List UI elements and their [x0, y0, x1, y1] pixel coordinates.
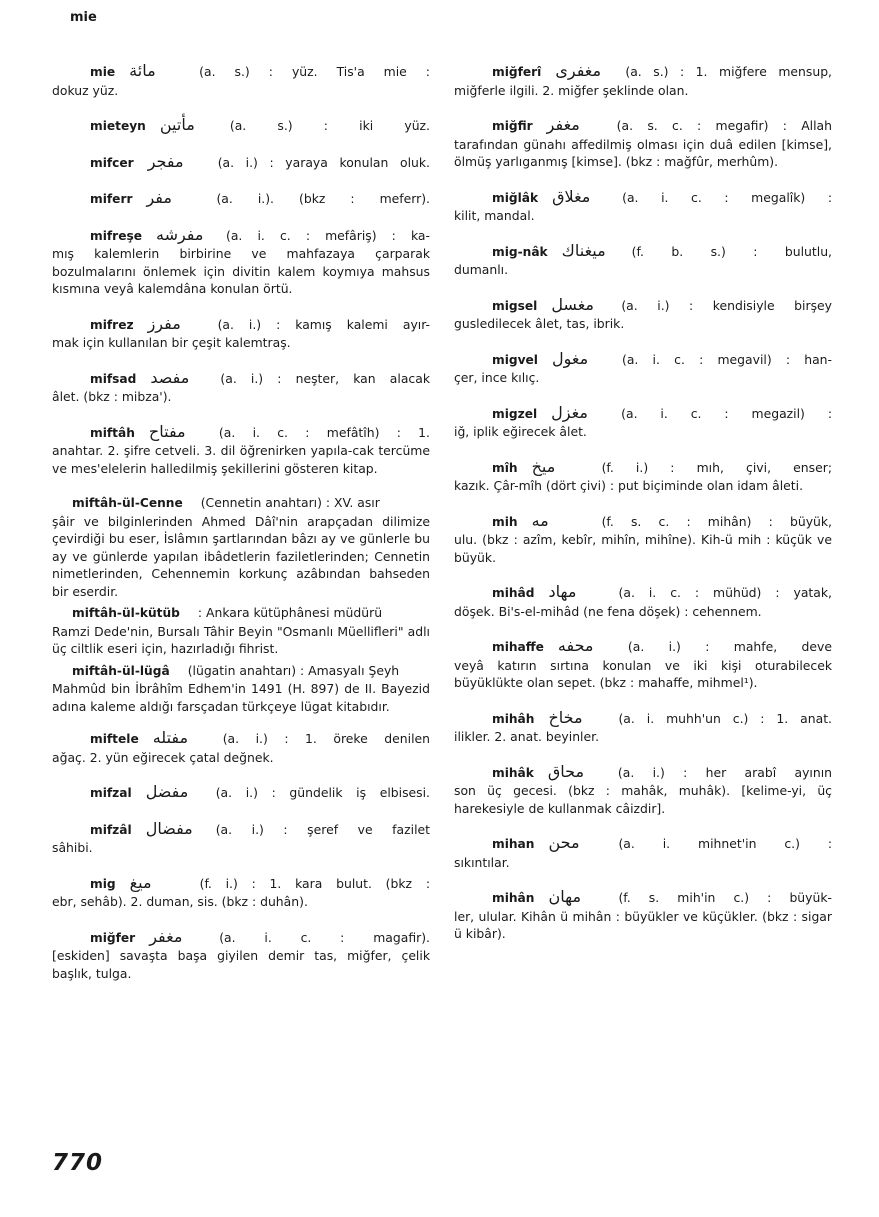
entry-definition: gusledilecek âlet, tas, ibrik.: [454, 316, 625, 331]
headword: miğlâk: [492, 190, 539, 205]
entry-head-text: (f. s. mih'in c.) : büyük-: [618, 890, 832, 905]
entry-head-text: (a. s.) : yüz. Tis'a mie :: [199, 64, 430, 79]
dictionary-entry: [454, 62, 832, 99]
right-column: [454, 62, 832, 960]
headword: miğferî: [492, 65, 542, 79]
entry-head-text: (a. i.). (bkz : meferr).: [216, 191, 430, 206]
arabic-script-headword: مهاد: [548, 582, 577, 601]
entry-head-line: [52, 315, 430, 335]
arabic-script-headword: مفضال: [145, 818, 193, 838]
entry-definition: dumanlı.: [454, 262, 509, 277]
dictionary-entry: [52, 874, 430, 911]
entry-definition: [eskiden] savaşta başa giyilen demir tas, miğfer, çelik başlık, tulga.: [52, 948, 430, 981]
entry-head-text: (a. i. mihnet'in c.) :: [618, 836, 832, 851]
entry-definition: iğ, iplik eğirecek âlet.: [454, 424, 587, 439]
page-number: 770: [52, 1150, 104, 1176]
entry-head-line: [52, 423, 430, 443]
entry-definition: miğferle ilgili. 2. miğfer şeklinde olan.: [454, 82, 689, 98]
entry-definition: sıkıntılar.: [454, 854, 510, 870]
entry-head-text: (a. i. c. : mühüd) : yatak,: [618, 585, 832, 600]
dictionary-entry: [454, 709, 832, 746]
headword: miftâh-ül-kütüb: [72, 606, 180, 620]
dictionary-entry: [52, 315, 430, 352]
arabic-script-headword: محاق: [547, 761, 585, 781]
entry-head-text: (a. i.) : gündelik iş elbisesi.: [215, 785, 430, 800]
entry-head-text: (a. i.) : her arabî ayının: [617, 764, 832, 780]
dictionary-entry: [454, 888, 832, 943]
arabic-script-headword: مفر: [146, 188, 172, 207]
entry-definition: şâir ve bilginlerinden Ahmed Dâî'nin arapçadan dilimize çevirdiği bu eser, İslâmın şartlarından bâzı ay ve günlerle bu ay ve günlerde yapılan ibâdetlerin faziletlerinden; Cennetin nimetlerinden, Cehennemin korkunç azâbından bahseden bir eserdir.: [52, 513, 430, 599]
dictionary-entry: [52, 928, 430, 983]
entry-head-line: [52, 928, 430, 948]
headword: mihâk: [492, 765, 534, 780]
left-column: [52, 62, 430, 999]
entry-definition: mış kalemlerin birbirine ve mahfazaya çarparak bozulmalarını önlemek için divitin kalem koymıya mahsus kısmına veyâ kalemdâna konulan örtü.: [52, 246, 430, 296]
dictionary-entry: [52, 369, 430, 406]
entry-head-line: [454, 709, 832, 729]
entry-head-text: (f. i.) : mıh, çivi, enser;: [601, 459, 832, 475]
headword: miğfir: [492, 119, 533, 133]
headword: miğfer: [90, 930, 136, 945]
entry-head-line: [52, 820, 430, 840]
entry-head-line: [52, 116, 430, 136]
entry-head-line: [52, 226, 430, 246]
entry-head-text: (a. i. muhh'un c.) : 1. anat.: [618, 710, 832, 726]
dictionary-entry: [454, 116, 832, 171]
headword: mihâh: [492, 711, 535, 726]
arabic-script-headword: مغسل: [551, 294, 594, 314]
entry-definition: ulu. (bkz : azîm, kebîr, mihîn, mihîne). Kih-ü mih : küçük ve büyük.: [454, 532, 832, 565]
entry-head-text: (a. i.) : mahfe, deve: [627, 639, 832, 654]
arabic-script-headword: مفجر: [147, 151, 184, 171]
arabic-script-headword: میغناك: [561, 240, 606, 260]
arabic-script-headword: مفرشه: [155, 224, 204, 244]
entry-head-text: (a. i.) : kamış kalemi ayır-: [217, 316, 430, 332]
headword: migvel: [492, 352, 538, 367]
headword: miftâh-ül-Cenne: [72, 496, 183, 510]
entry-head-text: (f. s. c. : mihân) : büyük,: [601, 513, 832, 529]
dictionary-entry: [454, 458, 832, 495]
entry-head-line: [454, 296, 832, 316]
entry-definition: mak için kullanılan bir çeşit kalemtraş.: [52, 335, 291, 350]
dictionary-entry: [454, 350, 832, 387]
dictionary-entry: [52, 189, 430, 209]
entry-head-text: (a. i.) : kendisiyle birşey: [621, 297, 832, 313]
arabic-script-headword: مفصد: [150, 367, 190, 387]
entry-head-line: [454, 583, 832, 603]
dictionary-entry: [52, 729, 430, 766]
headword: miferr: [90, 192, 133, 206]
headword: mifzal: [90, 786, 132, 800]
entry-head-text: (a. i. c. : magafir).: [219, 929, 430, 945]
dictionary-entry: [52, 662, 430, 716]
entry-definition: ebr, sehâb). 2. duman, sis. (bkz : duhân).: [52, 894, 308, 909]
headword: migsel: [492, 298, 538, 313]
entry-definition: kilit, mandal.: [454, 208, 535, 223]
dictionary-entry: [52, 116, 430, 136]
headword: mieteyn: [90, 119, 146, 133]
arabic-script-headword: میخ: [531, 456, 556, 476]
headword: mihaffe: [492, 640, 544, 654]
headword: mih: [492, 514, 518, 529]
entry-definition: çer, ince kılıç.: [454, 370, 540, 385]
entry-head-line: [52, 783, 430, 803]
dictionary-entry: [52, 783, 430, 803]
arabic-script-headword: مه: [531, 510, 549, 530]
arabic-script-headword: مفتاح: [148, 421, 186, 441]
arabic-script-headword: مغفر: [149, 926, 183, 946]
dictionary-entry: [454, 296, 832, 333]
dictionary-entry: [454, 583, 832, 620]
arabic-script-headword: مأتين: [159, 115, 195, 134]
entry-head-text: (a. i.) : neşter, kan alacak: [220, 370, 430, 386]
dictionary-entry: [52, 226, 430, 298]
dictionary-entry: [454, 763, 832, 818]
entry-definition: ler, ulular. Kihân ü mihân : büyükler ve küçükler. (bkz : sigar ü kibâr).: [454, 908, 832, 941]
arabic-script-headword: مغول: [552, 348, 589, 368]
entry-definition: sâhibi.: [52, 840, 93, 855]
entry-definition: ağaç. 2. yün eğirecek çatal değnek.: [52, 749, 274, 765]
entry-definition: son üç gecesi. (bkz : mahâk, muhâk). [kelime-yi, üç harekesiyle de kullanmak câizdir].: [454, 783, 832, 816]
entry-head-text: (f. b. s.) : bulutlu,: [631, 243, 832, 259]
headword: mihâd: [492, 586, 535, 600]
arabic-script-headword: مغزل: [551, 402, 588, 422]
entry-head-line: [454, 404, 832, 424]
dictionary-entry: [52, 423, 430, 478]
entry-head-line: [454, 834, 832, 854]
headword: mîh: [492, 460, 518, 475]
entry-head-line: [454, 116, 832, 136]
entry-head-line: [52, 189, 430, 209]
headword: miftâh: [90, 425, 135, 440]
headword: mihan: [492, 837, 535, 851]
entry-head-text: (a. i. c. : megalîk) :: [622, 189, 832, 205]
arabic-script-headword: مهان: [548, 887, 582, 906]
arabic-script-headword: مغفر: [546, 115, 580, 134]
entry-head-line: [52, 494, 430, 513]
entry-head-text: (a. i. c. : megazil) :: [621, 405, 832, 421]
headword: mig: [90, 876, 116, 891]
entry-definition: döşek. Bi's-el-mihâd (ne fena döşek) : cehennem.: [454, 603, 762, 619]
dictionary-entry: [454, 834, 832, 871]
entry-definition: ilikler. 2. anat. beyinler.: [454, 729, 600, 744]
entry-head-line: [454, 188, 832, 208]
entry-head-line: [454, 763, 832, 783]
entry-head-text: (a. i. c. : mefâtîh) : 1.: [218, 424, 430, 440]
headword: miftâh-ül-lügâ: [72, 663, 170, 678]
entry-head-line: [52, 153, 430, 173]
entry-head-text: (Cennetin anahtarı) : XV. asır: [200, 495, 380, 510]
entry-head-text: (a. i.) : 1. öreke denilen: [222, 731, 430, 746]
entry-definition: veyâ katırın sırtına konulan ve iki kişi oturabilecek büyüklükte olan sepet. (bkz : mahaffe, mihmel¹).: [454, 657, 832, 690]
entry-head-line: [454, 512, 832, 532]
dictionary-entry: [52, 604, 430, 658]
entry-head-text: (a. i.) : şeref ve fazilet: [215, 821, 430, 837]
entry-definition: anahtar. 2. şifre cetveli. 3. dil öğrenirken yapıla-cak tercüme ve mes'elelerin halledilmiş şekillerini gösteren kitap.: [52, 443, 430, 476]
entry-definition: dokuz yüz.: [52, 82, 119, 98]
entry-definition: Ramzi Dede'nin, Bursalı Tâhir Beyin "Osmanlı Müellifleri" adlı üç ciltlik eseri için, hazırladığı fihrist.: [52, 623, 430, 656]
dictionary-entry: [52, 62, 430, 99]
entry-head-line: [454, 350, 832, 370]
entry-head-text: (a. i. c. : megavil) : han-: [622, 351, 832, 367]
entry-head-text: (a. s. c. : megafir) : Allah: [616, 118, 832, 133]
entry-head-text: (a. i. c. : mefâriş) : ka-: [225, 227, 430, 243]
entry-head-line: [454, 637, 832, 657]
entry-head-text: (lügatin anahtarı) : Amasyalı Şeyh: [187, 662, 400, 678]
entry-definition: tarafından günahı affedilmiş olması için duâ edilen [kimse], ölmüş yarlıganmış [kimse]. (bkz : mağfûr, merhûm).: [454, 136, 832, 169]
entry-head-text: (f. i.) : 1. kara bulut. (bkz :: [199, 875, 430, 891]
entry-head-text: (a. s.) : 1. miğfere mensup,: [625, 64, 832, 79]
entry-head-text: (a. s.) : iki yüz.: [229, 118, 430, 133]
headword: mifreşe: [90, 228, 142, 243]
entry-head-line: [52, 369, 430, 389]
headword: migzel: [492, 406, 538, 421]
entry-head-line: [454, 62, 832, 82]
entry-head-line: [454, 242, 832, 262]
headword: mifzâl: [90, 822, 132, 837]
entry-head-line: [52, 662, 430, 681]
entry-definition: kazık. Çâr-mîh (dört çivi) : put biçiminde olan idam âleti.: [454, 478, 804, 493]
arabic-script-headword: مغلاق: [552, 186, 591, 206]
dictionary-entry: [52, 820, 430, 857]
arabic-script-headword: محن: [548, 833, 580, 852]
arabic-script-headword: محفه: [557, 636, 594, 655]
headword: mihân: [492, 891, 535, 905]
arabic-script-headword: مائة: [129, 61, 156, 80]
entry-head-line: [52, 62, 430, 82]
arabic-script-headword: مفرز: [147, 313, 181, 333]
entry-head-text: (a. i.) : yaraya konulan oluk.: [217, 154, 430, 170]
dictionary-entry: [454, 637, 832, 692]
entry-head-line: [52, 874, 430, 894]
arabic-script-headword: میغ: [129, 872, 152, 892]
arabic-script-headword: مفضل: [145, 782, 189, 801]
entry-head-text: : Ankara kütüphânesi müdürü: [197, 605, 383, 620]
entry-definition: âlet. (bkz : mibza').: [52, 389, 172, 404]
arabic-script-headword: مخاخ: [548, 707, 583, 727]
guide-word: mie: [70, 10, 97, 25]
dictionary-entry: [454, 242, 832, 279]
headword: mig-nâk: [492, 244, 548, 259]
headword: mifsad: [90, 371, 137, 386]
dictionary-entry: [454, 404, 832, 441]
dictionary-entry: [52, 153, 430, 173]
headword: mie: [90, 65, 116, 79]
dictionary-entry: [52, 494, 430, 600]
entry-head-line: [52, 729, 430, 749]
headword: mifcer: [90, 155, 134, 170]
arabic-script-headword: مغفری: [555, 61, 602, 80]
dictionary-entry: [454, 512, 832, 567]
dictionary-entry: [454, 188, 832, 225]
entry-head-line: [454, 888, 832, 908]
headword: mifrez: [90, 317, 134, 332]
entry-definition: Mahmûd bin İbrâhîm Edhem'in 1491 (H. 897) de II. Bayezid adına kaleme aldığı farsçadan türkçeye lügat kitabıdır.: [52, 681, 430, 714]
arabic-script-headword: مفتله: [152, 728, 189, 747]
entry-head-line: [454, 458, 832, 478]
headword: miftele: [90, 732, 139, 746]
entry-head-line: [52, 604, 430, 623]
